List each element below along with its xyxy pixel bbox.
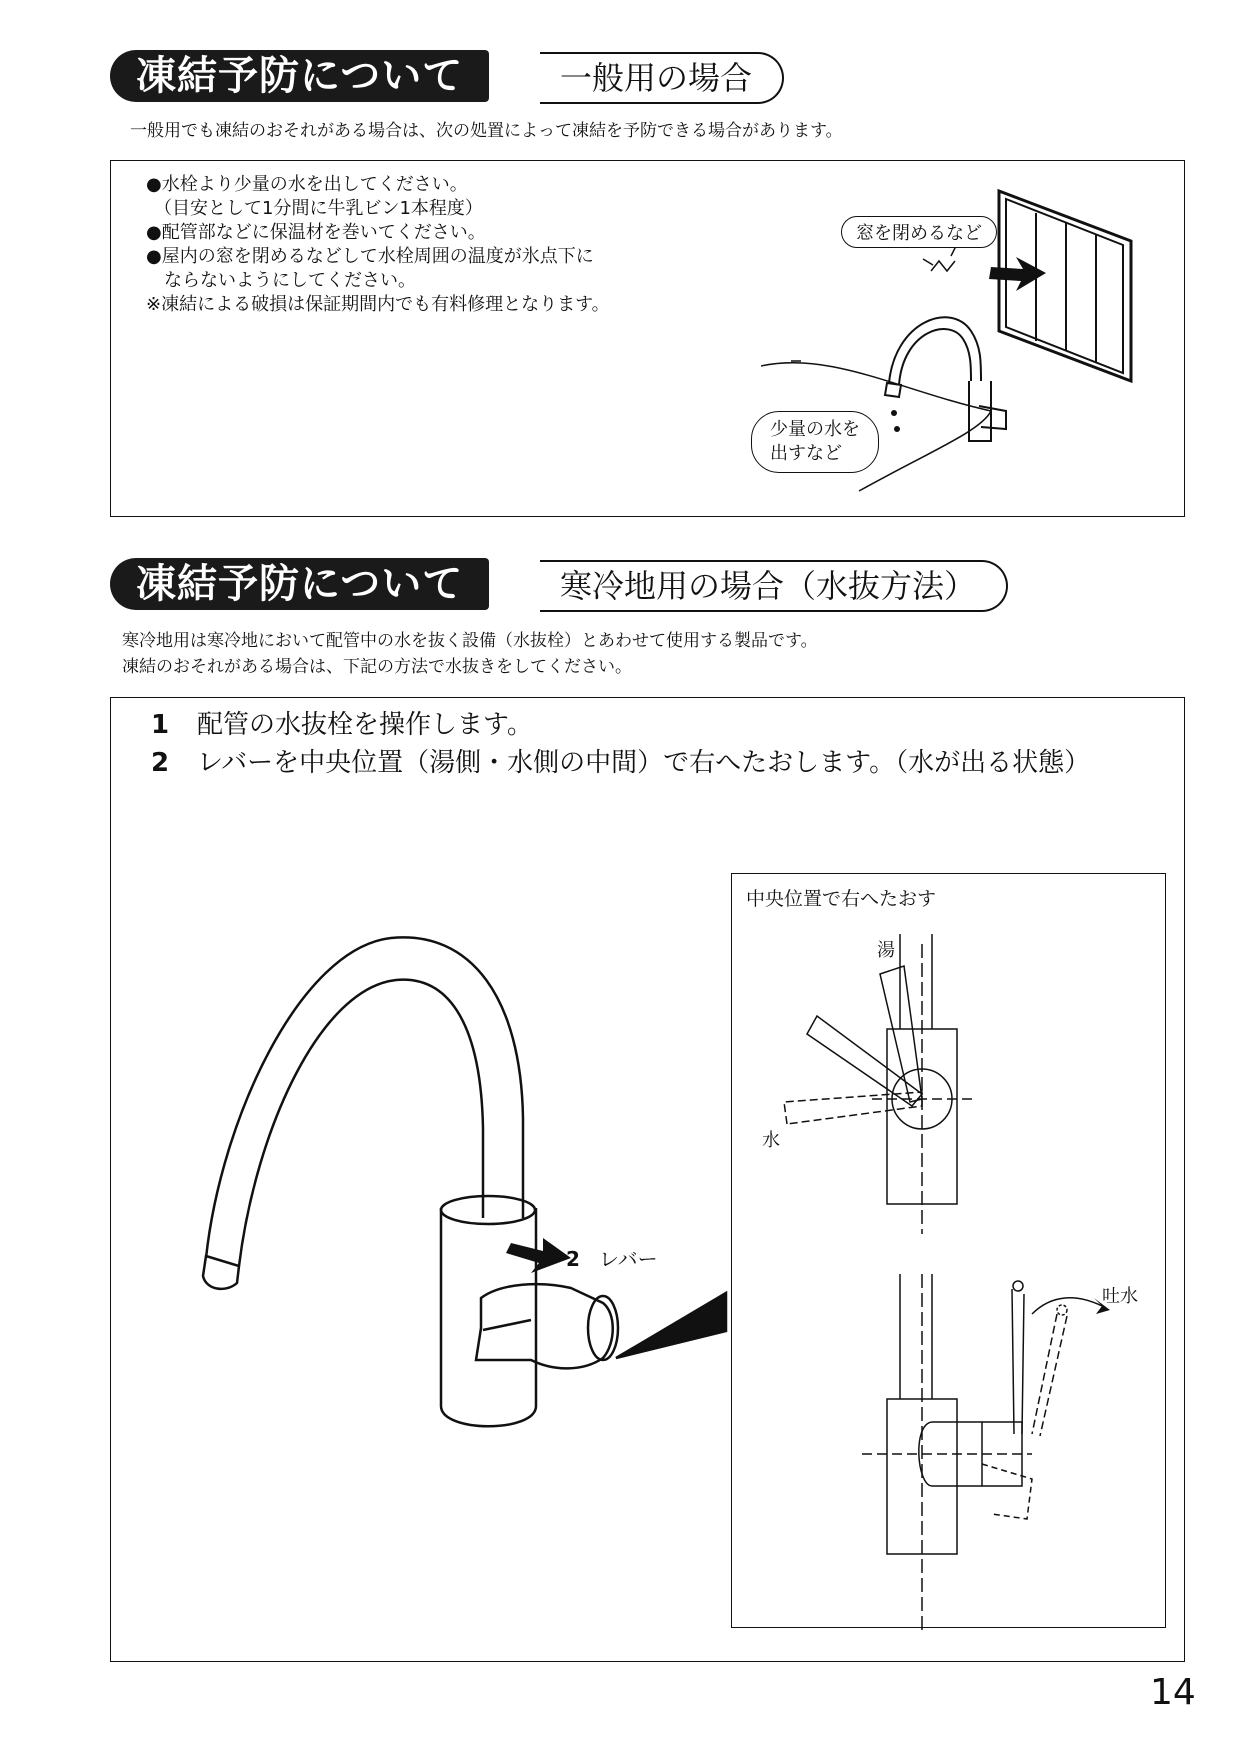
window-faucet-illustration: [111, 161, 1186, 518]
list-item: 1 配管の水抜栓を操作します。: [151, 706, 1090, 744]
hot-label: 湯: [877, 940, 895, 961]
faucet-icon: [885, 317, 1006, 441]
section1-box: [110, 160, 1185, 517]
list-item: ●水栓より少量の水を出してください。: [146, 174, 468, 195]
section2-subtitle: 寒冷地用の場合（水抜方法）: [540, 560, 1008, 612]
lever-position-diagram: [732, 874, 1167, 1629]
list-item: ●配管部などに保温材を巻いてください。: [146, 222, 486, 243]
list-item: （目安として1分間に牛乳ビン1本程度）: [154, 198, 483, 219]
arrow-icon: [506, 1238, 571, 1273]
page-number: 14: [1150, 1672, 1196, 1713]
section1-intro: 一般用でも凍結のおそれがある場合は、次の処置によって凍結を予防できる場合があります。: [130, 121, 843, 141]
cold-label: 水: [762, 1130, 780, 1151]
spout: [206, 937, 523, 1258]
list-item: ならないようにしてください。: [164, 270, 416, 291]
list-item: 2 レバーを中央位置（湯側・水側の中間）で右へたおします。（水が出る状態）: [151, 744, 1090, 782]
inset-title: 中央位置で右へたおす: [746, 888, 937, 910]
rotation-arrow-icon: [1094, 1298, 1110, 1314]
list-item: ●屋内の窓を閉めるなどして水栓周囲の温度が氷点下に: [146, 246, 594, 267]
nozzle: [203, 1256, 239, 1289]
section2-intro: 寒冷地用は寒冷地において配管中の水を抜く設備（水抜栓）とあわせて使用する製品です。 凍結のおそれがある場合は、下記の方法で水抜きをしてください。: [122, 631, 818, 677]
section2-title: 凍結予防について: [110, 558, 489, 610]
step-number: 2: [151, 748, 170, 778]
section1-subtitle: 一般用の場合: [540, 52, 784, 104]
inset-box: [731, 873, 1166, 1628]
faucet-body: [441, 1208, 536, 1426]
step-number: 1: [151, 710, 170, 740]
list-item: ※凍結による破損は保証期間内でも有料修理となります。: [146, 294, 610, 315]
section2-box: [110, 697, 1185, 1662]
water-drop-icon: [891, 410, 900, 432]
callout-water: 少量の水を 出すなど: [751, 411, 879, 473]
cold-air-icon: [923, 244, 957, 271]
spout-label: 吐水: [1102, 1286, 1138, 1307]
callout-window: 窓を閉めるなど: [841, 216, 997, 248]
lever-label: 2 レバー: [566, 1247, 658, 1271]
section1-title: 凍結予防について: [110, 50, 489, 102]
